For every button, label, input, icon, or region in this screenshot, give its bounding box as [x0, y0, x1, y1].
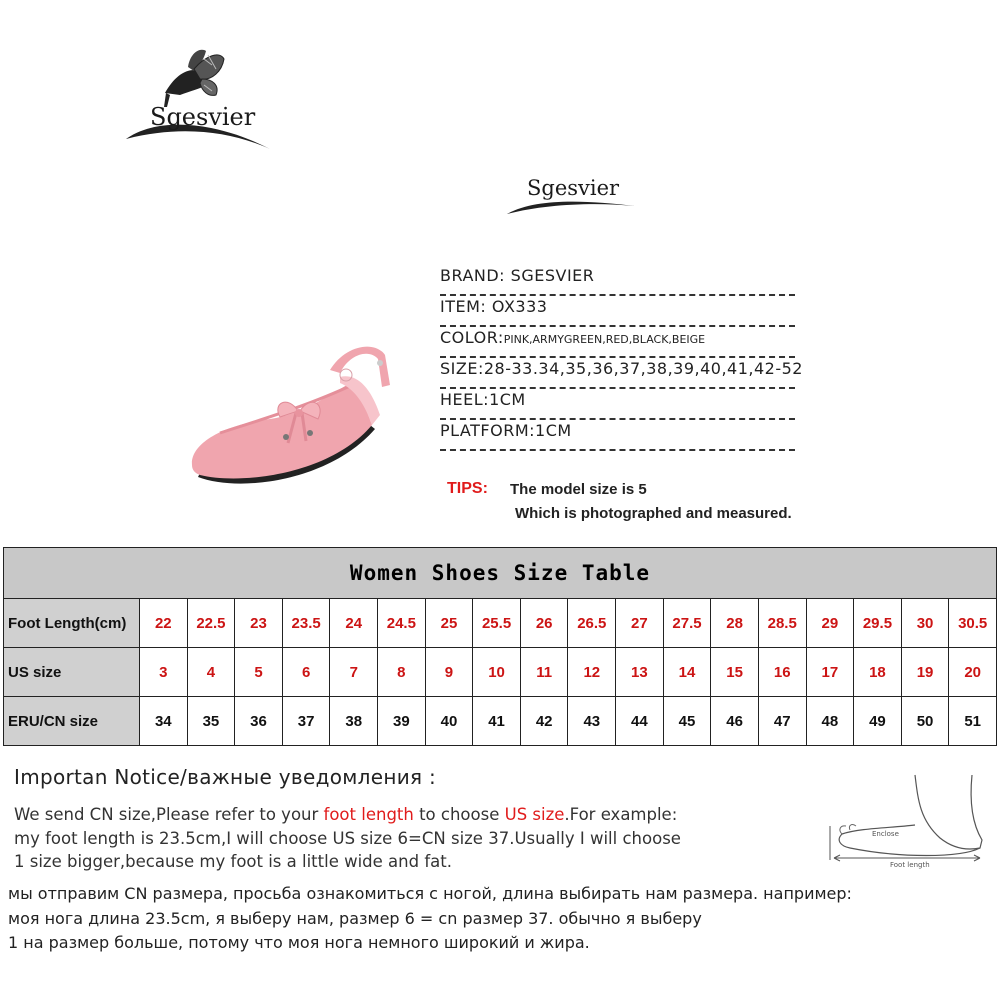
table-cell: 27	[616, 599, 664, 648]
table-cell: 15	[711, 648, 759, 697]
notice-us-size-highlight: US size	[504, 805, 565, 824]
table-cell: 16	[758, 648, 806, 697]
table-cell: 37	[282, 697, 330, 746]
table-cell: 49	[854, 697, 902, 746]
table-cell: 42	[520, 697, 568, 746]
brand-logo-small	[505, 170, 645, 220]
spec-brand	[440, 266, 795, 296]
shoe-image	[180, 325, 410, 490]
foot-measure-diagram	[820, 770, 995, 870]
size-table-title: Women Shoes Size Table	[4, 548, 997, 599]
table-cell: 28	[711, 599, 759, 648]
notice-foot-length-highlight: foot length	[323, 805, 414, 824]
table-cell: 5	[235, 648, 283, 697]
tips-line-2: Which is photographed and measured.	[515, 505, 792, 522]
size-table	[3, 547, 997, 746]
table-cell: 44	[616, 697, 664, 746]
row-label-us-size: US size	[4, 648, 140, 697]
size-table-title-row	[4, 548, 997, 599]
notice-en-1a: We send CN size,Please refer to your	[14, 805, 324, 824]
table-cell: 22.5	[187, 599, 235, 648]
table-row-foot-length	[4, 599, 997, 648]
notice-title: Importan Notice/важные уведомления :	[14, 765, 437, 789]
table-cell: 29	[806, 599, 854, 648]
spec-item-value: OX333	[491, 297, 548, 316]
table-cell: 6	[282, 648, 330, 697]
row-label-eru-cn-size: ERU/CN size	[4, 697, 140, 746]
table-cell: 4	[187, 648, 235, 697]
spec-item-label: ITEM:	[440, 297, 487, 316]
spec-heel	[440, 390, 795, 420]
table-row-us-size	[4, 648, 997, 697]
notice-ru-line-3: 1 на размер больше, потому что моя нога немного широкий и жира.	[8, 933, 590, 952]
spec-color-label: COLOR:	[440, 328, 504, 347]
spec-platform-value: 1CM	[535, 421, 572, 440]
notice-en-1c: to choose	[413, 805, 505, 824]
table-cell: 20	[949, 648, 997, 697]
table-cell: 18	[854, 648, 902, 697]
spec-heel-value: 1CM	[489, 390, 526, 409]
spec-brand-value: SGESVIER	[510, 266, 595, 285]
table-cell: 43	[568, 697, 616, 746]
table-cell: 19	[901, 648, 949, 697]
tips-label: TIPS:	[447, 480, 488, 497]
butterfly-heel-icon	[120, 45, 290, 155]
row-label-foot-length: Foot Length(cm)	[4, 599, 140, 648]
notice-en-1e: .For example:	[564, 805, 678, 824]
table-cell: 23.5	[282, 599, 330, 648]
table-cell: 17	[806, 648, 854, 697]
tips-line-1: The model size is 5	[510, 481, 647, 498]
table-cell: 11	[520, 648, 568, 697]
spec-color	[440, 328, 795, 358]
notice-en-line-1	[14, 805, 677, 824]
foot-enclose-label: Enclose	[872, 830, 899, 838]
spec-platform-label: PLATFORM:	[440, 421, 536, 440]
table-cell: 23	[235, 599, 283, 648]
brand-logo-text: Sgesvier	[150, 103, 256, 131]
table-cell: 24.5	[378, 599, 426, 648]
table-cell: 9	[425, 648, 473, 697]
table-cell: 3	[140, 648, 188, 697]
table-cell: 26.5	[568, 599, 616, 648]
spec-size	[440, 359, 803, 389]
brand-logo	[120, 45, 290, 155]
table-cell: 29.5	[854, 599, 902, 648]
table-cell: 35	[187, 697, 235, 746]
spec-heel-label: HEEL:	[440, 390, 490, 409]
table-cell: 50	[901, 697, 949, 746]
table-cell: 7	[330, 648, 378, 697]
table-cell: 22	[140, 599, 188, 648]
table-cell: 34	[140, 697, 188, 746]
notice-ru-line-1: мы отправим CN размера, просьба ознакомиться с ногой, длина выбирать нам размера. например:	[8, 884, 852, 903]
table-cell: 41	[473, 697, 521, 746]
swoosh-icon	[505, 170, 645, 220]
spec-size-value: 28-33.34,35,36,37,38,39,40,41,42-52	[483, 359, 803, 378]
notice-en-line-2: my foot length is 23.5cm,I will choose US size 6=CN size 37.Usually I will choose	[14, 829, 681, 848]
table-cell: 14	[663, 648, 711, 697]
table-cell: 30.5	[949, 599, 997, 648]
spec-size-label: SIZE:	[440, 359, 484, 378]
table-cell: 25	[425, 599, 473, 648]
table-cell: 10	[473, 648, 521, 697]
table-cell: 30	[901, 599, 949, 648]
table-cell: 26	[520, 599, 568, 648]
table-cell: 48	[806, 697, 854, 746]
spec-platform	[440, 421, 795, 451]
table-cell: 38	[330, 697, 378, 746]
table-cell: 12	[568, 648, 616, 697]
table-cell: 24	[330, 599, 378, 648]
table-cell: 46	[711, 697, 759, 746]
table-cell: 27.5	[663, 599, 711, 648]
table-cell: 28.5	[758, 599, 806, 648]
table-cell: 8	[378, 648, 426, 697]
brand-logo-small-text: Sgesvier	[527, 176, 620, 200]
table-cell: 13	[616, 648, 664, 697]
table-cell: 40	[425, 697, 473, 746]
spec-item	[440, 297, 795, 327]
spec-color-value: PINK,ARMYGREEN,RED,BLACK,BEIGE	[503, 333, 706, 346]
table-cell: 36	[235, 697, 283, 746]
notice-ru-line-2: моя нога длина 23.5cm, я выберу нам, размер 6 = cn размер 37. обычно я выберу	[8, 909, 702, 928]
table-cell: 51	[949, 697, 997, 746]
table-cell: 47	[758, 697, 806, 746]
table-cell: 45	[663, 697, 711, 746]
table-cell: 25.5	[473, 599, 521, 648]
notice-en-line-3: 1 size bigger,because my foot is a little wide and fat.	[14, 852, 452, 871]
table-row-eru-cn-size	[4, 697, 997, 746]
foot-length-label: Foot length	[890, 861, 930, 869]
table-cell: 39	[378, 697, 426, 746]
spec-brand-label: BRAND:	[440, 266, 506, 285]
